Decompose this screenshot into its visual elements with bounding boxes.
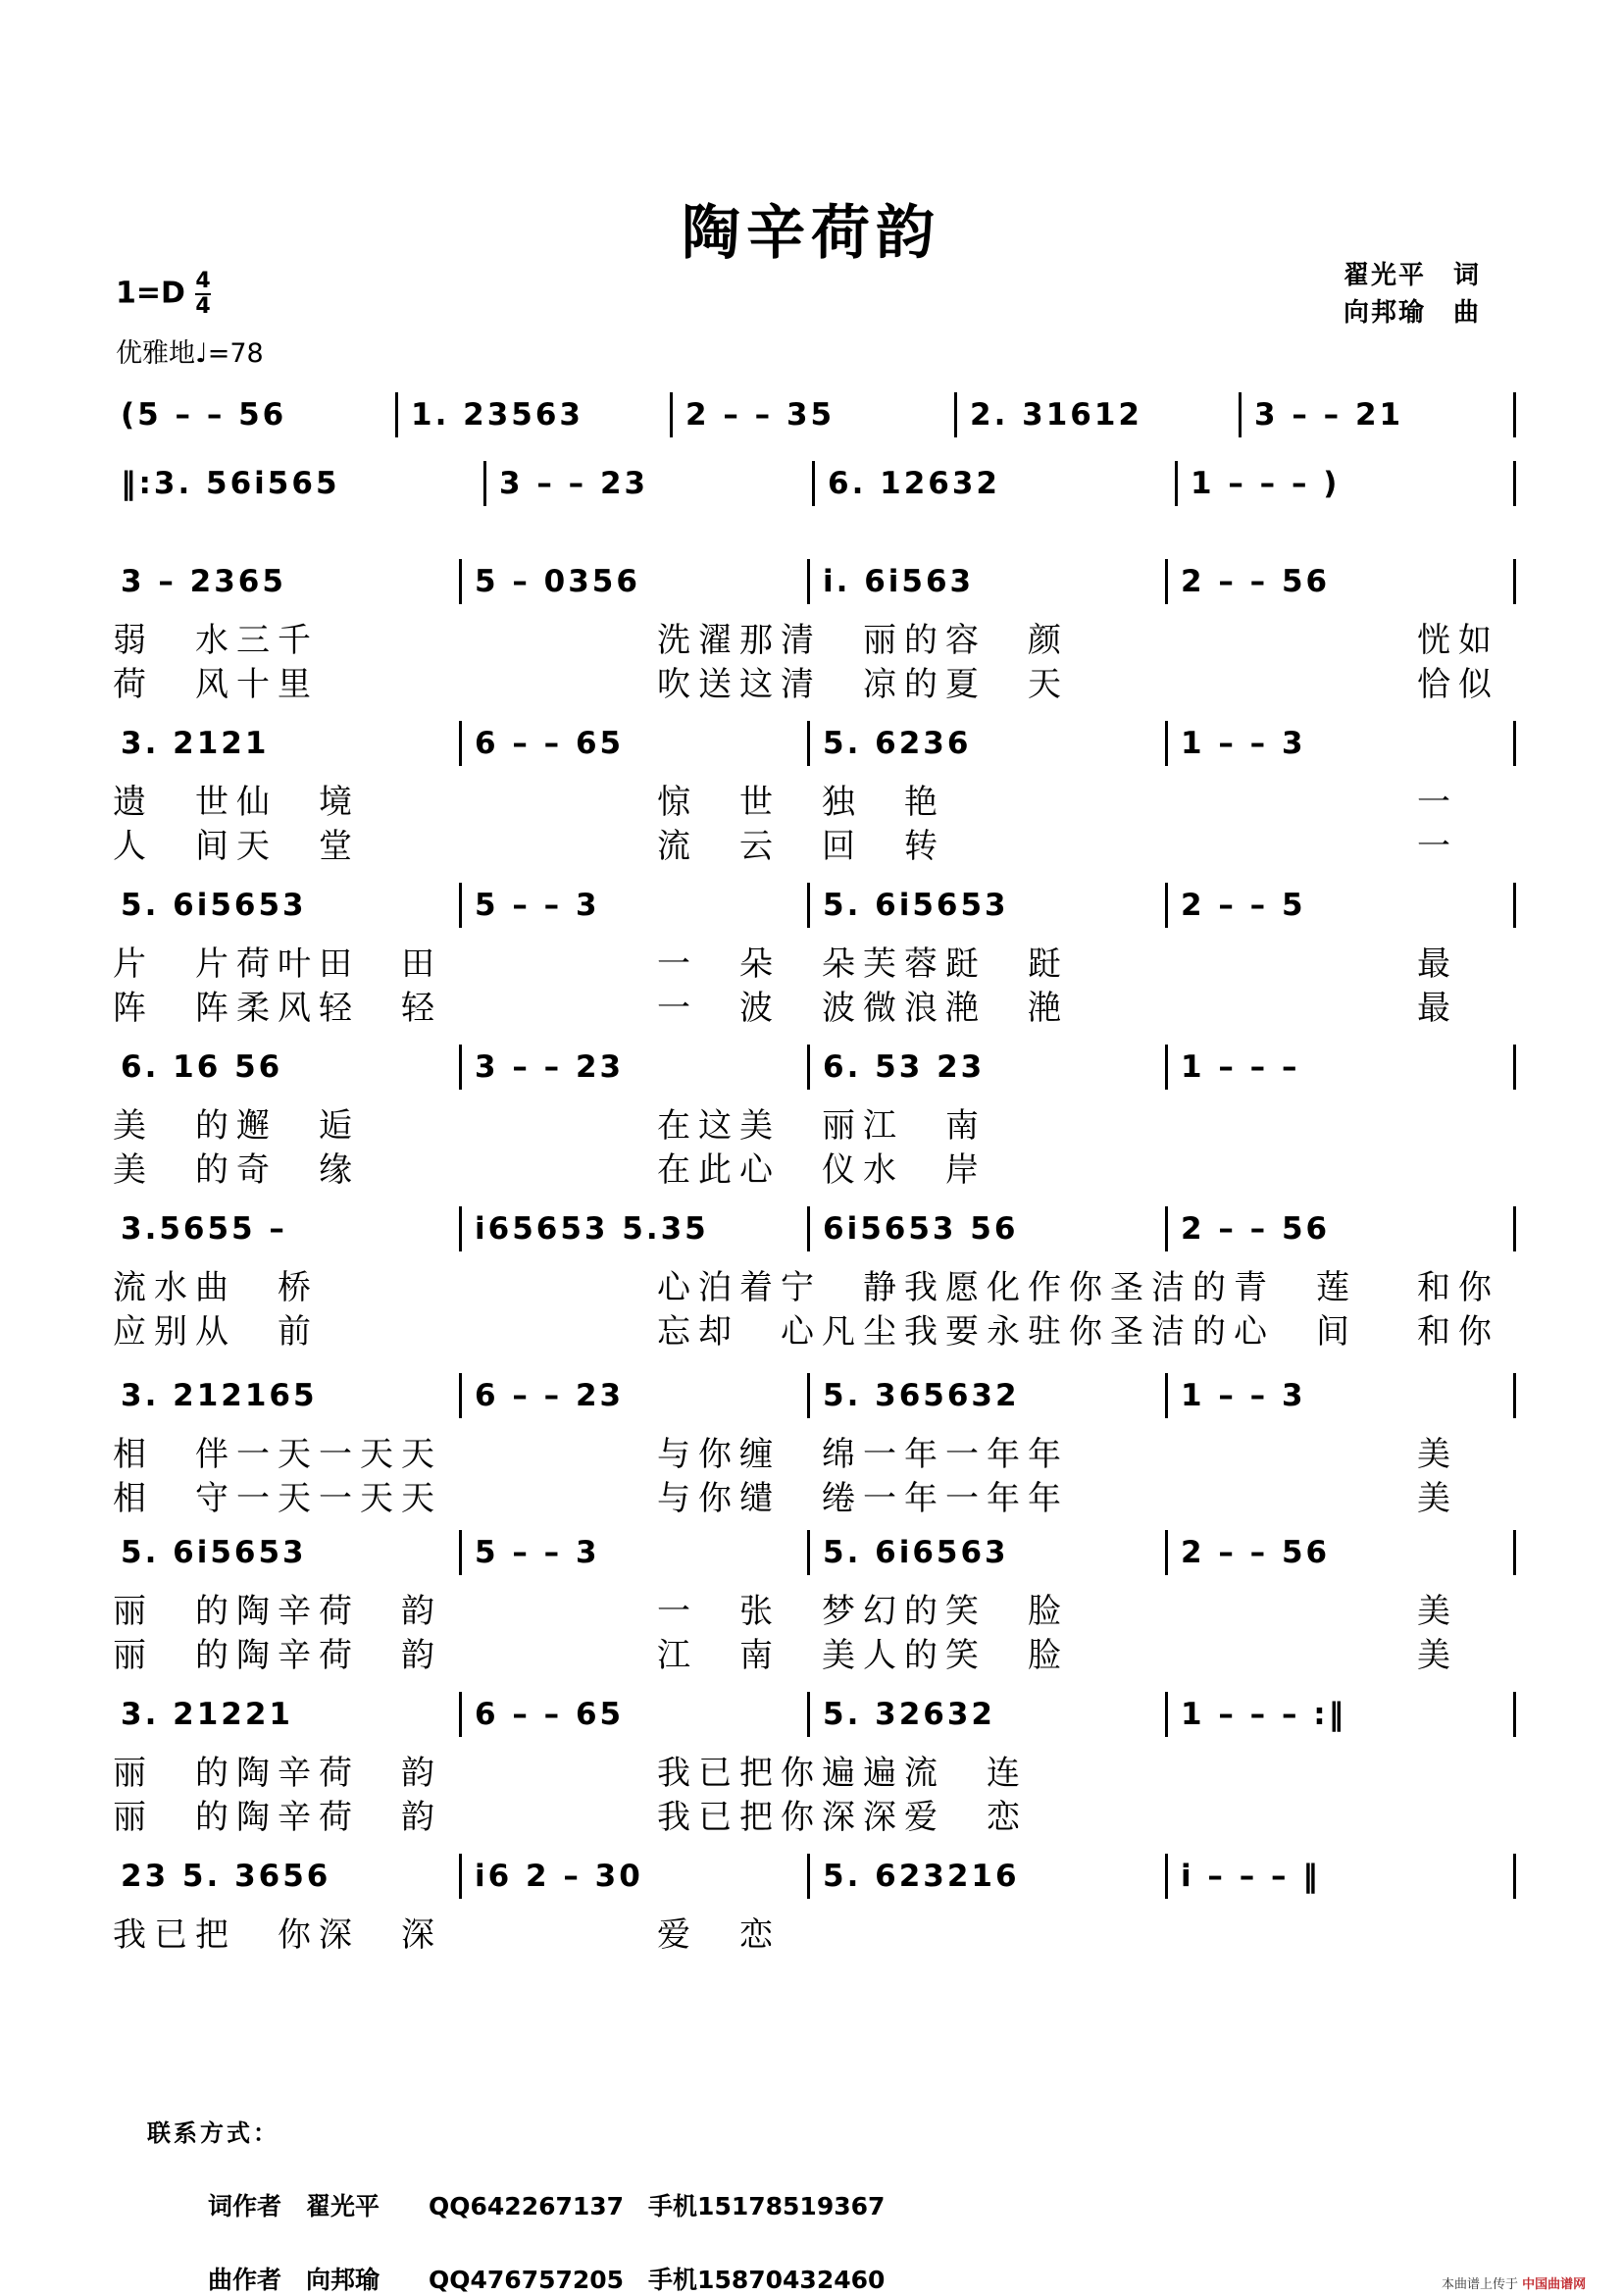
lyric-segment: 相 守一天一天天 [113, 1479, 442, 1518]
measure [113, 1692, 461, 1737]
lyric-segment: 流水曲 桥 [113, 1268, 319, 1307]
lyric-segment: 一 [1417, 827, 1458, 866]
measure-notes: ‖:3. 56i565 [121, 466, 340, 501]
measure [1173, 1854, 1515, 1899]
lyric-segment: 最 [1417, 944, 1458, 984]
barline [1513, 461, 1516, 506]
measure-notes: 3. 2121 [121, 726, 270, 761]
notation-system [113, 1373, 1515, 1418]
lyric-segment: 爱 恋 [657, 1915, 781, 1955]
measure [113, 392, 397, 437]
time-signature [195, 270, 210, 319]
measure [1173, 1530, 1515, 1575]
measure [1173, 559, 1515, 604]
measure [113, 883, 461, 928]
barline [1513, 1373, 1516, 1418]
measure [815, 1206, 1167, 1251]
contact-heading: 联系方式： [147, 2118, 279, 2147]
lyric-segment: 最 [1417, 989, 1458, 1028]
lyric-segment: 一 朵 朵芙蓉跹 跹 [657, 944, 1069, 984]
notation-system [113, 721, 1515, 766]
measure [1173, 721, 1515, 766]
lyric-segment: 美 [1417, 1435, 1458, 1474]
measure [467, 1530, 809, 1575]
barline [459, 1692, 462, 1737]
lyric-segment: 洗濯那清 丽的容 颜 [657, 621, 1069, 660]
lyric-segment: 相 伴一天一天天 [113, 1435, 442, 1474]
measure-notes: 5. 365632 [823, 1378, 1020, 1413]
barline [459, 883, 462, 928]
score-title: 陶辛荷韵 [682, 199, 940, 268]
time-bottom: 4 [195, 294, 211, 319]
barline [807, 559, 810, 604]
measure-notes: 6. 16 56 [121, 1049, 283, 1085]
measure-notes: 2 – – 56 [1181, 1535, 1331, 1570]
measure-notes: i. 6i563 [823, 564, 975, 599]
footer-brand: 中国曲谱网 [1522, 2277, 1587, 2292]
measure-notes: 5 – 0356 [475, 564, 640, 599]
measure-notes: 1 – – 3 [1181, 1378, 1306, 1413]
barline [1165, 1206, 1168, 1251]
lyric-segment: 一 张 梦幻的笑 脸 [657, 1592, 1069, 1631]
measure [815, 1854, 1167, 1899]
measure [1173, 1206, 1515, 1251]
lyric-segment: 阵 阵柔风轻 轻 [113, 989, 442, 1028]
notation-system [113, 1045, 1515, 1090]
measure [1183, 461, 1515, 506]
barline [459, 559, 462, 604]
barline [483, 461, 486, 506]
lyric-segment: 江 南 美人的笑 脸 [657, 1636, 1069, 1675]
barline [1513, 1045, 1516, 1090]
barline [459, 1373, 462, 1418]
composer-credit: 向邦瑜 曲 [1343, 298, 1482, 328]
lyric-segment: 和你 [1417, 1312, 1499, 1352]
notation-system [113, 1854, 1515, 1899]
barline [1165, 559, 1168, 604]
measure-notes: 6 – – 23 [475, 1378, 625, 1413]
lyric-segment: 我已把你深深爱 恋 [657, 1798, 1028, 1837]
measure [962, 392, 1241, 437]
measure-notes: 5. 623216 [823, 1859, 1020, 1894]
lyric-segment: 弱 水三千 [113, 621, 319, 660]
lyric-segment: 惊 世 独 艳 [657, 783, 945, 822]
barline [459, 721, 462, 766]
measure [113, 1530, 461, 1575]
lyric-segment: 我已把 你深 深 [113, 1915, 442, 1955]
barline [1513, 1854, 1516, 1899]
lyric-segment: 片 片荷叶田 田 [113, 944, 442, 984]
footer-watermark [1442, 2273, 1586, 2292]
measure [1173, 1045, 1515, 1090]
lyric-segment: 应别从 前 [113, 1312, 319, 1352]
measure [815, 1373, 1167, 1418]
barline [1165, 721, 1168, 766]
measure-notes: 5. 32632 [823, 1697, 995, 1732]
barline [1513, 883, 1516, 928]
notation-system [113, 392, 1515, 437]
barline [395, 392, 398, 437]
measure [815, 721, 1167, 766]
measure-notes: 6i5653 56 [823, 1211, 1019, 1247]
barline [1165, 1045, 1168, 1090]
measure-notes: 6 – – 65 [475, 726, 625, 761]
barline [807, 1373, 810, 1418]
measure-notes: 5. 6i5653 [823, 888, 1009, 923]
measure-notes: 1. 23563 [411, 397, 583, 433]
measure [403, 392, 672, 437]
notation-system [113, 1530, 1515, 1575]
measure-notes: 1 – – – [1181, 1049, 1300, 1085]
barline [1513, 392, 1516, 437]
barline [1165, 883, 1168, 928]
lyric-segment: 人 间天 堂 [113, 827, 360, 866]
lyric-segment: 流 云 回 转 [657, 827, 945, 866]
measure-notes: 3 – – 21 [1254, 397, 1404, 433]
composer-contact: 曲作者 向邦瑜 QQ476757205 手机15870432460 [208, 2266, 886, 2294]
measure-notes: 3 – – 23 [475, 1049, 625, 1085]
measure [815, 883, 1167, 928]
barline [807, 721, 810, 766]
barline [807, 883, 810, 928]
measure-notes: 5. 6236 [823, 726, 972, 761]
lyric-segment: 美 [1417, 1636, 1458, 1675]
measure-notes: 2 – – 35 [685, 397, 836, 433]
barline [1513, 559, 1516, 604]
barline [1165, 1373, 1168, 1418]
lyric-segment: 美 的邂 逅 [113, 1106, 360, 1146]
measure-notes: 1 – – – ) [1191, 466, 1341, 501]
tempo-marking: 优雅地♩=78 [116, 338, 264, 369]
lyric-segment: 和你 [1417, 1268, 1499, 1307]
measure [815, 1045, 1167, 1090]
barline [459, 1854, 462, 1899]
lyricist-credit: 翟光平 词 [1343, 261, 1482, 290]
measure [467, 883, 809, 928]
lyric-segment: 恍如 [1417, 621, 1499, 660]
measure [815, 559, 1167, 604]
measure [815, 1692, 1167, 1737]
lyricist-contact: 词作者 翟光平 QQ642267137 手机15178519367 [208, 2192, 886, 2220]
lyric-segment: 丽 的陶辛荷 韵 [113, 1592, 442, 1631]
barline [1513, 1530, 1516, 1575]
barline [1165, 1530, 1168, 1575]
measure-notes: 2. 31612 [970, 397, 1142, 433]
measure-notes: 2 – – 5 [1181, 888, 1306, 923]
lyric-segment: 心泊着宁 静我愿化作你圣洁的青 莲 [657, 1268, 1357, 1307]
measure [491, 461, 814, 506]
notation-system [113, 559, 1515, 604]
measure [113, 721, 461, 766]
measure [1173, 883, 1515, 928]
measure [113, 1854, 461, 1899]
lyric-segment: 吹送这清 凉的夏 天 [657, 665, 1069, 704]
measure-notes: 3.5655 – [121, 1211, 287, 1247]
notation-system [113, 883, 1515, 928]
measure-notes: 2 – – 56 [1181, 1211, 1331, 1247]
measure-notes: 5. 6i6563 [823, 1535, 1009, 1570]
barline [1175, 461, 1178, 506]
barline [459, 1045, 462, 1090]
measure [467, 721, 809, 766]
measure-notes: 5. 6i5653 [121, 888, 307, 923]
notation-system [113, 1692, 1515, 1737]
measure-notes: 3 – – 23 [499, 466, 649, 501]
measure [113, 1206, 461, 1251]
measure-notes: 23 5. 3656 [121, 1859, 331, 1894]
barline [1513, 721, 1516, 766]
barline [459, 1530, 462, 1575]
barline [807, 1854, 810, 1899]
measure-notes: 6. 12632 [828, 466, 1000, 501]
measure-notes: i6 2 – 30 [475, 1859, 643, 1894]
barline [1239, 392, 1242, 437]
lyric-segment: 在此心 仪水 岸 [657, 1150, 987, 1190]
lyric-segment: 美 的奇 缘 [113, 1150, 360, 1190]
measure-notes: 5. 6i5653 [121, 1535, 307, 1570]
lyric-segment: 与你缠 绵一年一年年 [657, 1435, 1069, 1474]
barline [1165, 1854, 1168, 1899]
measure [467, 1206, 809, 1251]
time-top: 4 [195, 269, 211, 293]
measure-notes: 6. 53 23 [823, 1049, 986, 1085]
lyric-segment: 在这美 丽江 南 [657, 1106, 987, 1146]
measure [113, 1373, 461, 1418]
barline [459, 1206, 462, 1251]
lyric-segment: 一 [1417, 783, 1458, 822]
barline [807, 1530, 810, 1575]
barline [670, 392, 673, 437]
key-label: 1=D [116, 276, 185, 311]
measure [820, 461, 1177, 506]
lyric-segment: 遗 世仙 境 [113, 783, 360, 822]
lyric-segment: 丽 的陶辛荷 韵 [113, 1798, 442, 1837]
lyric-segment: 丽 的陶辛荷 韵 [113, 1636, 442, 1675]
measure-notes: 1 – – – :‖ [1181, 1697, 1347, 1732]
barline [812, 461, 815, 506]
barline [1513, 1692, 1516, 1737]
barline [1513, 1206, 1516, 1251]
notation-system [113, 461, 1515, 506]
measure [815, 1530, 1167, 1575]
lyric-segment: 荷 风十里 [113, 665, 319, 704]
measure [113, 461, 485, 506]
lyric-segment: 与你缱 绻一年一年年 [657, 1479, 1069, 1518]
measure-notes: (5 – – 56 [121, 397, 287, 433]
barline [807, 1692, 810, 1737]
lyric-segment: 我已把你遍遍流 连 [657, 1754, 1028, 1793]
measure [467, 559, 809, 604]
lyric-segment: 忘却 心凡尘我要永驻你圣洁的心 间 [657, 1312, 1357, 1352]
footer-text: 本曲谱上传于 [1442, 2277, 1519, 2292]
measure [678, 392, 956, 437]
measure [467, 1373, 809, 1418]
barline [954, 392, 957, 437]
measure-notes: i – – – ‖ [1181, 1859, 1321, 1894]
measure-notes: 6 – – 65 [475, 1697, 625, 1732]
barline [807, 1045, 810, 1090]
lyric-segment: 恰似 [1417, 665, 1499, 704]
measure-notes: 3 – 2365 [121, 564, 286, 599]
notation-system [113, 1206, 1515, 1251]
lyric-segment: 丽 的陶辛荷 韵 [113, 1754, 442, 1793]
measure-notes: 3. 21221 [121, 1697, 293, 1732]
barline [1165, 1692, 1168, 1737]
key-signature [116, 270, 211, 319]
measure [467, 1854, 809, 1899]
lyric-segment: 美 [1417, 1479, 1458, 1518]
measure-notes: i65653 5.35 [475, 1211, 709, 1247]
measure [1173, 1692, 1515, 1737]
measure-notes: 2 – – 56 [1181, 564, 1331, 599]
measure [113, 559, 461, 604]
measure [1173, 1373, 1515, 1418]
barline [807, 1206, 810, 1251]
measure [1246, 392, 1515, 437]
measure-notes: 5 – – 3 [475, 888, 600, 923]
measure-notes: 5 – – 3 [475, 1535, 600, 1570]
measure-notes: 1 – – 3 [1181, 726, 1306, 761]
measure [467, 1045, 809, 1090]
measure [467, 1692, 809, 1737]
measure [113, 1045, 461, 1090]
lyric-segment: 美 [1417, 1592, 1458, 1631]
measure-notes: 3. 212165 [121, 1378, 318, 1413]
lyric-segment: 一 波 波微浪滟 滟 [657, 989, 1069, 1028]
